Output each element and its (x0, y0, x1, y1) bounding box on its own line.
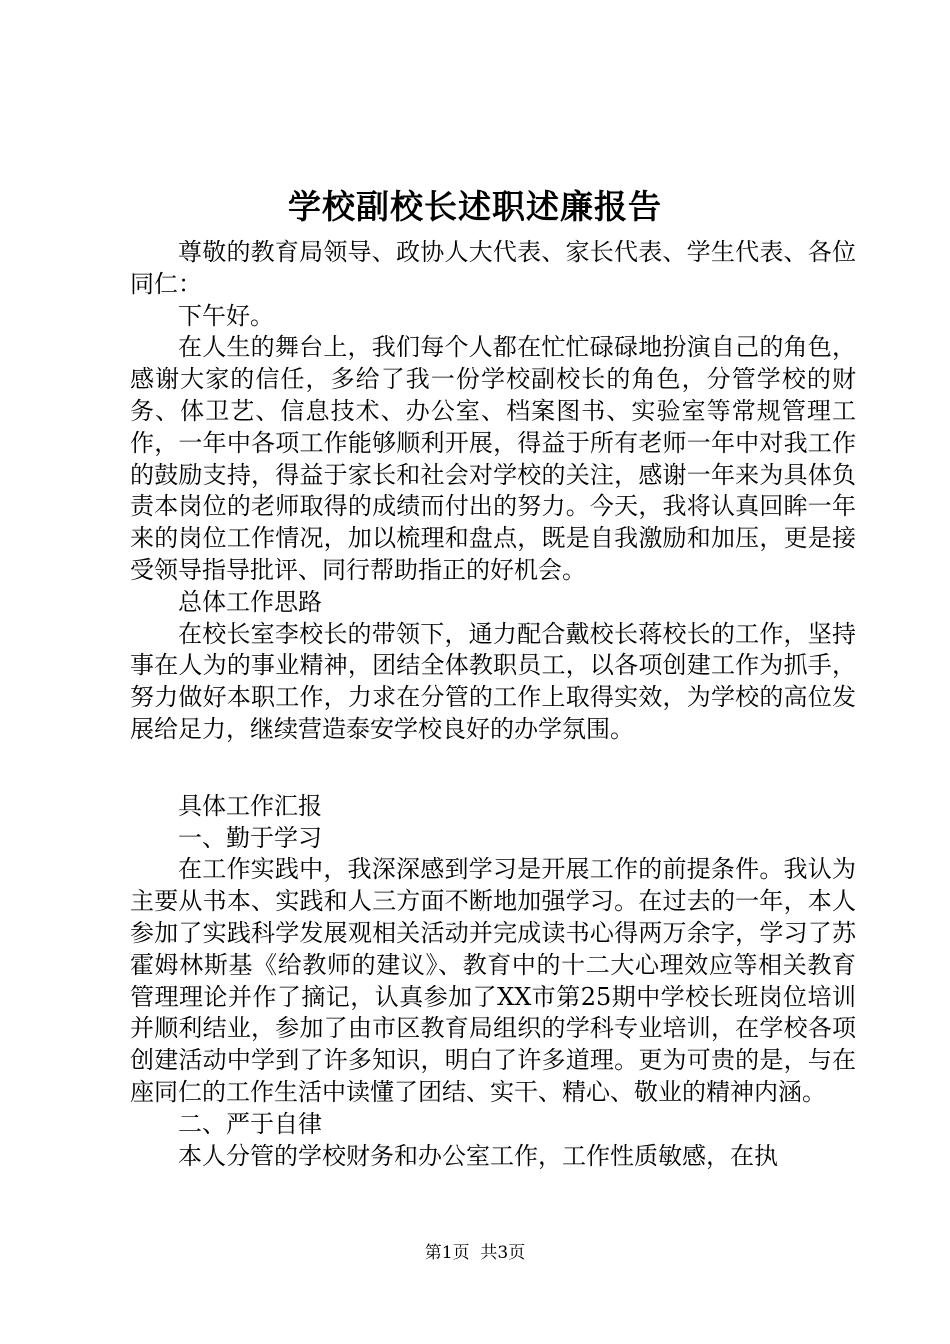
greeting-paragraph: 下午好。 (178, 301, 274, 330)
section-heading-report: 具体工作汇报 (178, 791, 322, 820)
document-body (130, 237, 856, 1172)
study-paragraph: 在工作实践中，我深深感到学习是开展工作的前提条件。我认为主要从书本、实践和人三方面不断地加强学习。在过去的一年，本人参加了实践科学发展观相关活动并完成读书心得两万余字，学习了苏霍姆林斯基《给教师的建议》、教育中的十二大心理效应等相关教育管理理论并作了摘记，认真参加了XX市第25期中学校长班岗位培训并顺利结业，参加了由市区教育局组织的学科专业培训，在学校各项创建活动中学到了许多知识，明白了许多道理。更为可贵的是，与在座同仁的工作生活中读懂了团结、实干、精心、敬业的精神内涵。 (130, 855, 856, 1106)
subheading-discipline: 二、严于自律 (178, 1109, 322, 1138)
salutation-paragraph: 尊敬的教育局领导、政协人大代表、家长代表、学生代表、各位同仁： (130, 238, 856, 298)
discipline-paragraph: 本人分管的学校财务和办公室工作，工作性质敏感，在执 (178, 1141, 778, 1170)
overall-paragraph: 在校长室李校长的带领下，通力配合戴校长蒋校长的工作，坚持事在人为的事业精神，团结全体教职员工，以各项创建工作为抓手，努力做好本职工作，力求在分管的工作上取得实效，为学校的高位发展给足力，继续营造泰安学校良好的办学氛围。 (130, 619, 856, 743)
page-footer: 第1页 共3页 (424, 1243, 526, 1263)
section-heading-overall: 总体工作思路 (178, 587, 322, 616)
paragraph-spacer (130, 746, 856, 791)
document-title: 学校副校长述职述廉报告 (288, 187, 662, 226)
intro-paragraph: 在人生的舞台上，我们每个人都在忙忙碌碌地扮演自己的角色，感谢大家的信任，多给了我一份学校副校长的角色，分管学校的财务、体卫艺、信息技术、办公室、档案图书、实验室等常规管理工作，一年中各项工作能够顺利开展，得益于所有老师一年中对我工作的鼓励支持，得益于家长和社会对学校的关注，感谢一年来为具体负责本岗位的老师取得的成绩而付出的努力。今天，我将认真回眸一年来的岗位工作情况，加以梳理和盘点，既是自我激励和加压，更是接受领导指导批评、同行帮助指正的好机会。 (130, 333, 856, 584)
subheading-study: 一、勤于学习 (178, 823, 322, 852)
